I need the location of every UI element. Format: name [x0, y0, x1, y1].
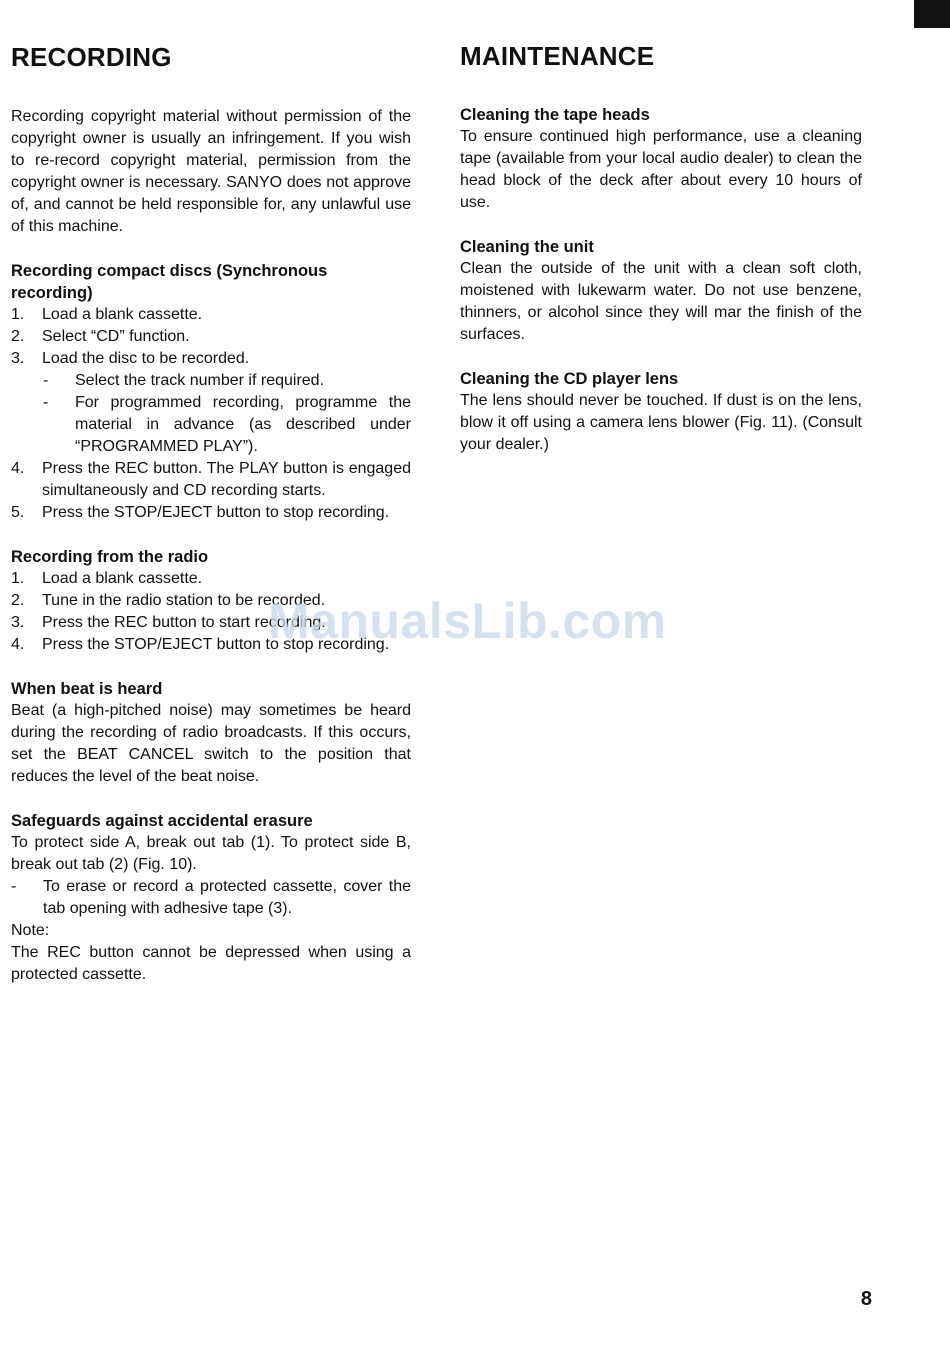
sub-item — [43, 370, 411, 392]
cd-recording-section — [11, 260, 411, 524]
unit-cleaning-heading: Cleaning the unit — [460, 238, 594, 256]
recording-title: RECORDING — [11, 42, 172, 72]
lens-cleaning-heading: Cleaning the CD player lens — [460, 370, 679, 388]
unit-cleaning-text: Clean the outside of the unit with a clean soft cloth, moistened with lukewarm water. Do not use benzene, thinners, or alcohol since they will mar the finish of the surfaces. — [460, 260, 862, 343]
beat-text: Beat (a high-pitched noise) may sometimes be heard during the recording of radio broadcasts. If this occurs, set the BEAT CANCEL switch to the position that reduces the level of the beat noise. — [11, 702, 411, 785]
dash-bullet: - — [11, 878, 17, 895]
cd-step — [11, 458, 411, 502]
tape-heads-section — [460, 104, 862, 214]
step-text: Press the STOP/EJECT button to stop recording. — [42, 504, 390, 521]
step-text: Press the REC button. The PLAY button is engaged simultaneously and CD recording starts. — [42, 460, 411, 499]
sub-item — [11, 876, 411, 920]
recording-intro-section — [11, 106, 411, 238]
beat-section — [11, 678, 411, 788]
tape-heads-text: To ensure continued high performance, use a cleaning tape (available from your local audio dealer) to clean the head block of the deck after about every 10 hours of use. — [460, 128, 862, 211]
step-text: Press the STOP/EJECT button to stop recording. — [42, 636, 390, 653]
safeguards-dash-list — [11, 876, 411, 920]
cd-recording-steps-continued — [11, 458, 411, 524]
safeguards-text: To protect side A, break out tab (1). To protect side B, break out tab (2) (Fig. 10). — [11, 834, 411, 873]
beat-heading: When beat is heard — [11, 680, 163, 698]
step-number: 4. — [11, 636, 25, 653]
dash-bullet: - — [43, 372, 49, 389]
cd-step — [11, 304, 411, 326]
note-label: Note: — [11, 922, 50, 939]
step-number: 3. — [11, 350, 25, 367]
cd-recording-steps — [11, 304, 411, 370]
step-number: 5. — [11, 504, 25, 521]
sub-item-text: To erase or record a protected cassette, cover the tab opening with adhesive tape (3). — [43, 878, 411, 917]
unit-cleaning-section — [460, 236, 862, 346]
step-text: Select “CD” function. — [42, 328, 190, 345]
tape-heads-heading: Cleaning the tape heads — [460, 106, 650, 124]
lens-cleaning-text: The lens should never be touched. If dust is on the lens, blow it off using a camera lens blower (Fig. 11). (Consult your dealer.) — [460, 392, 862, 453]
step-number: 1. — [11, 306, 25, 323]
radio-step — [11, 590, 411, 612]
sub-item — [43, 392, 411, 458]
radio-step — [11, 634, 411, 656]
step-number: 4. — [11, 460, 25, 477]
step-text: Load a blank cassette. — [42, 306, 203, 323]
radio-recording-steps — [11, 568, 411, 656]
step-text: Tune in the radio station to be recorded. — [42, 592, 326, 609]
cd-step — [11, 348, 411, 370]
page-number: 8 — [860, 1288, 872, 1310]
radio-recording-heading: Recording from the radio — [11, 548, 209, 566]
step-text: Load the disc to be recorded. — [42, 350, 250, 367]
step-number: 1. — [11, 570, 25, 587]
note-text: The REC button cannot be depressed when using a protected cassette. — [11, 944, 411, 983]
maintenance-column — [460, 36, 862, 478]
corner-tab-marker — [914, 0, 950, 28]
recording-intro-text: Recording copyright material without permission of the copyright owner is usually an infringement. If you wish to re-record copyright material, permission from the copyright owner is necessary. SANYO does not approve of, and cannot be held responsible for, any unlawful use of this machine. — [11, 108, 411, 235]
watermark: ManualsLib.com — [268, 593, 667, 649]
step-number: 2. — [11, 328, 25, 345]
dash-bullet: - — [43, 394, 49, 411]
radio-step — [11, 568, 411, 590]
safeguards-heading: Safeguards against accidental erasure — [11, 812, 313, 830]
safeguards-section — [11, 810, 411, 986]
cd-step — [11, 326, 411, 348]
step-text: Press the REC button to start recording. — [42, 614, 326, 631]
cd-step-3-subitems — [11, 370, 411, 458]
radio-step — [11, 612, 411, 634]
radio-recording-section — [11, 546, 411, 656]
recording-column — [11, 36, 411, 1008]
cd-step — [11, 502, 411, 524]
step-number: 3. — [11, 614, 25, 631]
sub-item-text: Select the track number if required. — [75, 372, 325, 389]
sub-item-text: For programmed recording, programme the material in advance (as described under “PROGRAMMED PLAY”). — [75, 394, 411, 455]
step-text: Load a blank cassette. — [42, 570, 203, 587]
cd-recording-heading: Recording compact discs (Synchronous recording) — [11, 262, 328, 302]
maintenance-title: MAINTENANCE — [460, 41, 655, 71]
lens-cleaning-section — [460, 368, 862, 456]
step-number: 2. — [11, 592, 25, 609]
